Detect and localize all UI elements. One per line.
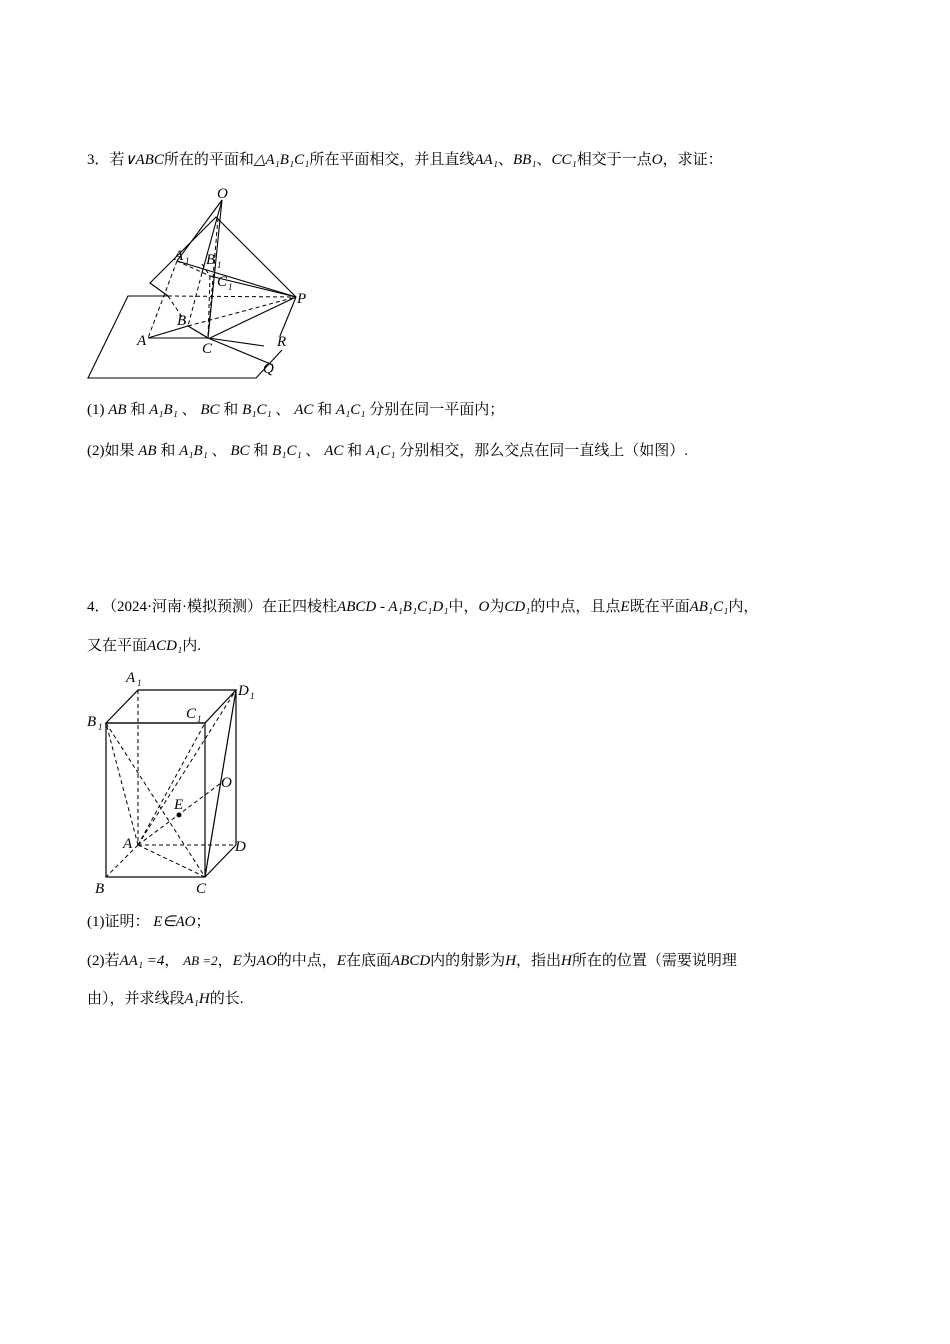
svg-text:1: 1 bbox=[250, 691, 255, 701]
problem4-figure bbox=[85, 665, 265, 900]
problem4-part2: (2)若AA₁ =4， AB =2，E为AO的中点，E在底面ABCD内的射影为H，指出H所在的位置（需要说明理 bbox=[87, 953, 737, 969]
svg-text:1: 1 bbox=[137, 678, 142, 688]
svg-text:1: 1 bbox=[185, 256, 190, 266]
problem4-statement: 4．（2024·河南·模拟预测）在正四棱柱ABCD - A₁B₁C₁D₁中，O为CD₁的中点，且点E既在平面AB₁C₁内， bbox=[87, 599, 759, 615]
problem4-part1: (1)证明： E∈AO； bbox=[87, 914, 211, 930]
svg-text:D: D bbox=[238, 683, 249, 699]
svg-text:R: R bbox=[277, 334, 287, 350]
svg-text:A: A bbox=[123, 836, 133, 852]
point-e bbox=[177, 813, 182, 818]
problem4-number: 4． bbox=[87, 599, 110, 615]
svg-text:P: P bbox=[297, 291, 307, 307]
svg-text:O: O bbox=[221, 775, 232, 791]
svg-text:B: B bbox=[177, 313, 187, 329]
prism-name: ABCD - A₁B₁C₁D₁ bbox=[337, 599, 449, 615]
svg-text:B: B bbox=[206, 252, 216, 268]
label-o: O bbox=[217, 186, 228, 202]
svg-text:C: C bbox=[202, 341, 213, 357]
svg-text:A: A bbox=[126, 670, 136, 686]
bottom-plane bbox=[88, 296, 282, 378]
problem3-statement: 3．若∨ABC所在的平面和△A₁B₁C₁所在平面相交，并且直线AA₁、BB₁、CC₁相交于一点O，求证： bbox=[87, 152, 723, 168]
svg-text:B: B bbox=[95, 881, 105, 897]
svg-text:C: C bbox=[186, 706, 197, 722]
problem3-number: 3． bbox=[87, 152, 110, 168]
svg-text:A: A bbox=[174, 248, 184, 264]
problem4-source: （2024·河南·模拟预测） bbox=[109, 599, 263, 615]
triangle-abc: ∨ABC bbox=[124, 152, 164, 168]
svg-text:C: C bbox=[217, 274, 228, 290]
svg-text:B: B bbox=[87, 714, 97, 730]
svg-text:1: 1 bbox=[197, 714, 202, 724]
svg-text:D: D bbox=[235, 839, 246, 855]
top-face bbox=[106, 690, 236, 723]
svg-text:C: C bbox=[196, 881, 207, 897]
svg-text:E: E bbox=[174, 797, 184, 813]
problem4-statement-line2: 又在平面ACD₁内. bbox=[87, 638, 201, 654]
problem3-part1: (1) AB 和 A₁B₁ 、 BC 和 B₁C₁ 、 AC 和 A₁C₁ 分别在同一平面内； bbox=[87, 402, 505, 418]
triangle-a1b1c1: △A₁B₁C₁ bbox=[253, 152, 310, 168]
problem4-part2-line2: 由），并求线段A₁H的长. bbox=[87, 991, 244, 1007]
svg-text:1: 1 bbox=[228, 282, 233, 292]
problem3-figure bbox=[80, 180, 330, 385]
problem3-part2: (2)如果 AB 和 A₁B₁ 、 BC 和 B₁C₁ 、 AC 和 A₁C₁ 分别相交，那么交点在同一直线上（如图）. bbox=[87, 443, 688, 459]
svg-text:1: 1 bbox=[98, 722, 103, 732]
svg-text:A: A bbox=[137, 333, 147, 349]
svg-text:Q: Q bbox=[263, 361, 274, 377]
svg-text:1: 1 bbox=[217, 260, 222, 270]
